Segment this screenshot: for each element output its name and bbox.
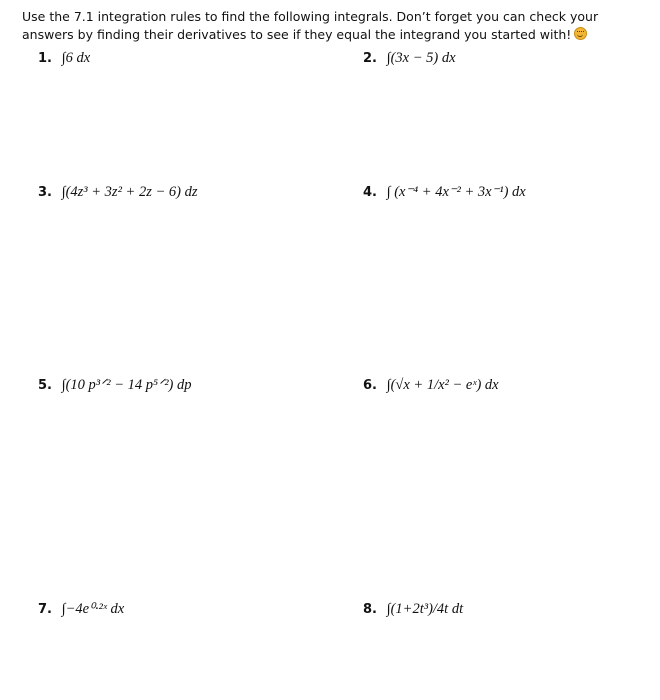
problem-expression: ∫(1+2t³)/4t dt xyxy=(386,601,464,617)
problem-1 xyxy=(38,50,90,67)
problem-expression: ∫(3x − 5) dx xyxy=(386,50,456,66)
problem-number: 2. xyxy=(363,51,377,66)
problem-number: 7. xyxy=(38,602,52,617)
problem-number: 6. xyxy=(363,378,377,393)
problem-expression: ∫(√x + 1/x² − eˣ) dx xyxy=(386,377,499,393)
problem-expression: ∫6 dx xyxy=(61,50,91,66)
problem-expression: ∫−4e⁰·²ˣ dx xyxy=(61,601,125,617)
smiley-icon xyxy=(574,27,587,40)
problem-number: 5. xyxy=(38,378,52,393)
instructions-text xyxy=(22,8,644,44)
problem-6 xyxy=(363,377,499,394)
problem-expression: ∫(10 p³ᐟ² − 14 p⁵ᐟ²) dp xyxy=(61,377,192,393)
problem-number: 8. xyxy=(363,602,377,617)
problem-number: 1. xyxy=(38,51,52,66)
problem-expression: ∫(4z³ + 3z² + 2z − 6) dz xyxy=(61,184,198,200)
problem-expression: ∫ (x⁻⁴ + 4x⁻² + 3x⁻¹) dx xyxy=(386,184,526,200)
instructions-label: Use the 7.1 integration rules to find the following integrals. Don’t forget you can check your answers by finding their derivatives to see if they equal the integrand you started with! xyxy=(22,9,599,42)
problem-7 xyxy=(38,601,124,618)
problem-5 xyxy=(38,377,192,394)
problem-4 xyxy=(363,184,526,201)
problem-2 xyxy=(363,50,456,67)
problem-8 xyxy=(363,601,463,618)
problem-number: 3. xyxy=(38,185,52,200)
problem-3 xyxy=(38,184,197,201)
problem-number: 4. xyxy=(363,185,377,200)
